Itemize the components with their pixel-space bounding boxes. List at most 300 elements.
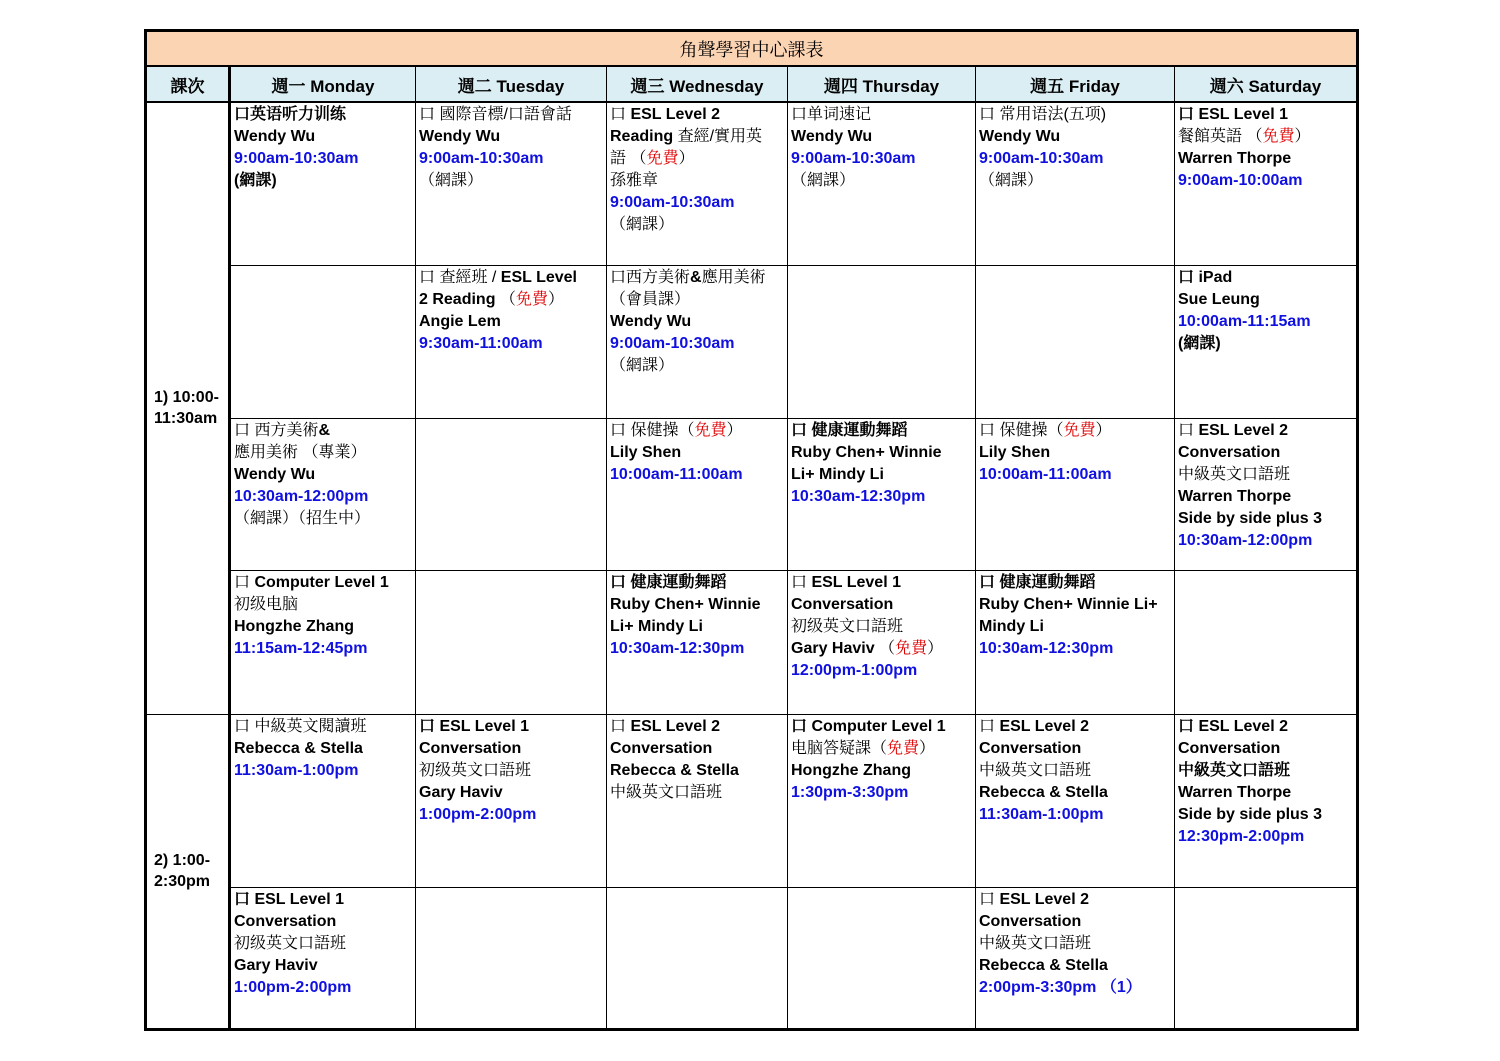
class-detail-line <box>234 508 413 530</box>
text-run: 口 查經班 / <box>419 268 501 286</box>
text-run: 口 Computer Level 1 <box>791 717 946 735</box>
text-run: ESL Level 2 <box>1198 421 1288 439</box>
class-cell <box>1175 887 1358 1029</box>
class-entry <box>607 419 787 486</box>
class-time: 10:00am-11:00am <box>979 465 1112 483</box>
day-header-wednesday: 週三 Wednesday <box>607 66 788 102</box>
text-run: 口 <box>610 106 631 123</box>
class-entry <box>231 103 415 192</box>
text-run: ESL Level 2 <box>999 717 1089 735</box>
class-title <box>234 572 413 594</box>
text-run: 口 ESL Level 2 <box>1178 717 1288 735</box>
class-cell <box>976 887 1175 1029</box>
text-run: 初级电脑 <box>234 595 299 613</box>
class-detail-line <box>234 464 413 486</box>
text-run: 口 健康運動舞蹈 <box>979 573 1096 591</box>
text-run: 中級英文口語班 <box>610 783 723 801</box>
class-entry <box>231 888 415 999</box>
class-detail-line <box>1178 289 1354 311</box>
text-run: Lily Shen <box>610 443 682 461</box>
text-run: Ruby Chen+ Winnie <box>610 595 761 613</box>
class-detail-line <box>1178 738 1354 760</box>
text-run: ） <box>678 150 695 167</box>
class-cell <box>607 102 788 265</box>
text-run: ） <box>1294 128 1311 145</box>
class-title <box>791 420 973 442</box>
class-title <box>234 716 413 738</box>
text-run: Mindy Li <box>979 617 1044 635</box>
text-run: Side by side plus 3 <box>1178 509 1323 527</box>
text-run: Hongzhe Zhang <box>791 761 911 779</box>
text-run: 口 ESL Level 1 <box>1178 106 1288 123</box>
class-detail-line <box>234 977 413 999</box>
text-run: （網課） <box>979 172 1044 189</box>
text-run: Side by side plus 3 <box>1178 805 1323 823</box>
class-title <box>234 104 413 126</box>
class-entry <box>416 103 606 192</box>
text-run: 口 <box>979 717 1000 735</box>
text-run: （ <box>495 290 516 308</box>
class-title <box>234 420 413 442</box>
class-time: 10:30am-12:00pm <box>234 487 369 505</box>
class-detail-line <box>791 616 973 638</box>
class-entry <box>1175 103 1356 192</box>
class-cell <box>416 265 607 418</box>
class-detail-line <box>234 616 413 638</box>
class-cell <box>416 570 607 714</box>
class-entry <box>607 103 787 236</box>
class-entry <box>976 888 1174 999</box>
class-cell <box>1175 102 1358 265</box>
class-detail-line <box>1178 442 1354 464</box>
class-detail-line <box>610 638 785 660</box>
class-detail-line <box>610 464 785 486</box>
text-run: Computer Level 1 <box>254 573 389 591</box>
class-detail-line <box>419 148 604 170</box>
text-run: 孫雅章 <box>610 172 659 189</box>
text-run: 口 中級英文閱讀班 <box>234 717 367 735</box>
table-row <box>146 102 1358 265</box>
class-detail-line <box>610 760 785 782</box>
free-label: 免費 <box>887 739 920 757</box>
class-detail-line <box>979 148 1172 170</box>
class-detail-line <box>419 170 604 192</box>
class-detail-line <box>419 760 604 782</box>
class-entry <box>607 715 787 804</box>
text-run: Conversation <box>610 739 713 757</box>
class-entry <box>416 715 606 826</box>
text-run: ） <box>1095 421 1112 439</box>
class-entry <box>231 715 415 782</box>
class-detail-line <box>234 148 413 170</box>
text-run: Wendy Wu <box>610 312 692 330</box>
text-run: (網課) <box>234 172 277 189</box>
class-detail-line <box>791 594 973 616</box>
class-entry <box>1175 266 1356 355</box>
class-detail-line <box>791 442 973 464</box>
class-cell <box>230 418 416 570</box>
class-title <box>979 572 1172 594</box>
text-run: Rebecca & Stella <box>610 761 739 779</box>
free-label: 免費 <box>694 421 727 439</box>
class-cell <box>976 265 1175 418</box>
class-title <box>610 716 785 738</box>
free-label: 免費 <box>1262 128 1295 145</box>
class-time: 9:00am-10:30am <box>610 334 735 352</box>
text-run: 2 Reading <box>419 290 496 308</box>
class-time: 10:30am-12:30pm <box>610 639 745 657</box>
class-detail-line <box>234 170 413 192</box>
text-run: Sue Leung <box>1178 290 1260 308</box>
text-run: 中級英文口語班 <box>979 934 1092 952</box>
class-time: 12:00pm-1:00pm <box>791 661 918 679</box>
class-detail-line <box>610 333 785 355</box>
class-detail-line <box>1178 126 1354 148</box>
text-run: 口 保健操（ <box>610 421 695 439</box>
class-title <box>610 267 785 289</box>
class-title <box>1178 420 1354 442</box>
text-run: Conversation <box>791 595 894 613</box>
class-time: 11:30am-1:00pm <box>234 761 359 779</box>
text-run: Rebecca & Stella <box>979 956 1108 974</box>
day-header-monday: 週一 Monday <box>230 66 416 102</box>
class-detail-line <box>791 760 973 782</box>
text-run: Wendy Wu <box>234 128 316 145</box>
text-run: 初级英文口語班 <box>234 934 347 952</box>
class-title <box>791 104 973 126</box>
text-run: （網課） <box>610 216 675 233</box>
text-run: Gary Haviv <box>791 639 875 657</box>
class-time: 12:30pm-2:00pm <box>1178 827 1305 845</box>
text-run: 語 （ <box>610 150 647 167</box>
class-detail-line <box>610 738 785 760</box>
class-detail-line <box>419 126 604 148</box>
class-time: 10:00am-11:15am <box>1178 312 1311 330</box>
class-cell <box>1175 714 1358 887</box>
day-header-saturday: 週六 Saturday <box>1175 66 1358 102</box>
class-detail-line <box>234 738 413 760</box>
class-cell <box>788 265 976 418</box>
text-run: Lily Shen <box>979 443 1051 461</box>
text-run: Reading <box>610 128 678 145</box>
class-detail-line <box>234 442 413 464</box>
header-row <box>146 66 1358 102</box>
text-run: 中級英文口語班 <box>1178 465 1291 483</box>
text-run: （網課） <box>419 172 484 189</box>
class-entry <box>607 266 787 377</box>
class-time: 9:00am-10:30am <box>791 150 916 167</box>
class-time: 9:00am-10:30am <box>419 150 544 167</box>
text-run: 口 健康運動舞蹈 <box>610 573 727 591</box>
class-cell <box>788 887 976 1029</box>
class-detail-line <box>234 486 413 508</box>
text-run: （會員課） <box>610 290 691 308</box>
class-detail-line <box>979 955 1172 977</box>
text-run: Rebecca & Stella <box>234 739 363 757</box>
class-title <box>1178 267 1354 289</box>
text-run: （網課）（招生中） <box>234 509 371 527</box>
class-detail-line <box>610 192 785 214</box>
class-time: 9:30am-11:00am <box>419 334 543 352</box>
class-detail-line <box>1178 508 1354 530</box>
class-cell <box>607 714 788 887</box>
class-detail-line <box>234 638 413 660</box>
free-label: 免費 <box>1063 421 1096 439</box>
text-run: Gary Haviv <box>419 783 503 801</box>
class-detail-line <box>234 933 413 955</box>
text-run: ESL Level 2 <box>630 106 720 123</box>
text-run: 口 西方美術 <box>234 421 319 439</box>
class-title <box>419 267 604 289</box>
text-run: Conversation <box>979 739 1082 757</box>
class-detail-line <box>234 126 413 148</box>
class-detail-line <box>1178 486 1354 508</box>
text-run: （ <box>874 639 896 657</box>
class-detail-line <box>979 442 1172 464</box>
text-run: ） <box>726 421 743 439</box>
class-cell <box>1175 418 1358 570</box>
text-run: 口 國際音標/口語會話 <box>419 106 572 123</box>
class-title <box>610 420 785 442</box>
class-title <box>419 716 604 738</box>
class-title <box>234 889 413 911</box>
text-run: ） <box>547 290 564 308</box>
text-run: Conversation <box>1178 739 1281 757</box>
day-header-thursday: 週四 Thursday <box>788 66 976 102</box>
class-detail-line <box>791 486 973 508</box>
text-run: Wendy Wu <box>979 128 1061 145</box>
class-entry <box>976 103 1174 192</box>
class-detail-line <box>610 442 785 464</box>
text-run: 應用美術 （專業） <box>234 443 367 461</box>
class-cell <box>230 714 416 887</box>
class-cell <box>416 887 607 1029</box>
text-run: Wendy Wu <box>791 128 873 145</box>
class-title <box>610 572 785 594</box>
text-run: 餐館英語 （ <box>1178 128 1263 145</box>
class-detail-line <box>1178 311 1354 333</box>
class-detail-line <box>419 333 604 355</box>
class-cell <box>1175 570 1358 714</box>
text-run: 口 <box>234 573 255 591</box>
free-label: 免費 <box>515 290 548 308</box>
class-detail-line <box>1178 782 1354 804</box>
class-entry <box>788 715 975 804</box>
class-title <box>979 889 1172 911</box>
text-run: 口 <box>979 890 1000 908</box>
table-row <box>146 570 1358 714</box>
class-detail-line <box>610 616 785 638</box>
text-run: 口 iPad <box>1178 268 1233 286</box>
free-label: 免費 <box>646 150 679 167</box>
class-time: 2:00pm-3:30pm <box>979 978 1097 996</box>
class-cell <box>416 418 607 570</box>
class-detail-line <box>791 638 973 660</box>
text-run: Warren Thorpe <box>1178 487 1292 505</box>
text-run: Ruby Chen+ Winnie Li+ <box>979 595 1158 613</box>
class-title <box>419 104 604 126</box>
class-detail-line <box>979 638 1172 660</box>
class-entry <box>607 571 787 660</box>
class-detail-line <box>234 760 413 782</box>
text-run: ） <box>927 639 944 657</box>
text-run: Rebecca & Stella <box>979 783 1108 801</box>
class-detail-line <box>1178 530 1354 552</box>
text-run: 中級英文口語班 <box>979 761 1092 779</box>
class-detail-line <box>234 594 413 616</box>
class-entry <box>788 571 975 682</box>
class-detail-line <box>610 594 785 616</box>
text-run: 口 健康運動舞蹈 <box>791 421 908 439</box>
class-detail-line <box>791 660 973 682</box>
text-run: 應用美術 <box>701 268 766 286</box>
class-detail-line <box>791 738 973 760</box>
class-detail-line <box>791 782 973 804</box>
text-run: 口 <box>610 717 631 735</box>
class-time: 1:00pm-2:00pm <box>234 978 352 996</box>
class-detail-line <box>234 955 413 977</box>
class-time: 1:00pm-2:00pm <box>419 805 537 823</box>
text-run: 查經/實用英 <box>677 128 763 145</box>
class-detail-line <box>610 782 785 804</box>
class-cell <box>1175 265 1358 418</box>
class-time: 9:00am-10:00am <box>1178 172 1303 189</box>
class-detail-line <box>979 911 1172 933</box>
class-entry <box>788 419 975 508</box>
class-detail-line <box>979 126 1172 148</box>
text-run: 电脑答疑課（ <box>791 739 888 757</box>
text-run: 初级英文口語班 <box>791 617 904 635</box>
text-run: Warren Thorpe <box>1178 783 1292 801</box>
text-run: Conversation <box>234 912 337 930</box>
class-detail-line <box>979 170 1172 192</box>
text-run: ESL Level 2 <box>630 717 720 735</box>
class-title <box>610 104 785 126</box>
text-run: (網課) <box>1178 334 1221 352</box>
text-run: Ruby Chen+ Winnie <box>791 443 942 461</box>
table-row <box>146 265 1358 418</box>
text-run: 口 ESL Level 1 <box>234 890 344 908</box>
text-run: & <box>690 268 702 286</box>
class-detail-line <box>979 804 1172 826</box>
class-cell <box>416 102 607 265</box>
text-run: 口 <box>791 573 812 591</box>
text-run: ） <box>919 739 936 757</box>
class-cell <box>230 102 416 265</box>
text-run: Li+ Mindy Li <box>610 617 703 635</box>
class-entry <box>976 715 1174 826</box>
class-detail-line <box>610 355 785 377</box>
free-label: 免費 <box>895 639 928 657</box>
class-entry <box>231 571 415 660</box>
class-cell <box>230 887 416 1029</box>
class-entry <box>231 419 415 530</box>
class-cell <box>607 887 788 1029</box>
table-row <box>146 887 1358 1029</box>
text-run: Li+ Mindy Li <box>791 465 884 483</box>
class-entry <box>1175 715 1356 848</box>
class-time: 9:00am-10:30am <box>979 150 1104 167</box>
text-run: 口单词速记 <box>791 106 872 123</box>
class-cell <box>607 418 788 570</box>
class-time: （1） <box>1096 978 1142 996</box>
class-cell <box>230 265 416 418</box>
class-cell <box>976 102 1175 265</box>
class-detail-line <box>1178 148 1354 170</box>
text-run: Conversation <box>1178 443 1281 461</box>
class-detail-line <box>1178 333 1354 355</box>
class-detail-line <box>791 148 973 170</box>
text-run: 口 常用语法(五项) <box>979 106 1107 123</box>
class-detail-line <box>610 170 785 192</box>
class-title <box>979 716 1172 738</box>
text-run: 中級英文口語班 <box>1178 761 1291 779</box>
class-cell <box>976 418 1175 570</box>
class-detail-line <box>419 782 604 804</box>
class-time: 9:00am-10:30am <box>234 150 359 167</box>
class-entry <box>976 571 1174 660</box>
class-title <box>1178 104 1354 126</box>
class-cell <box>788 714 976 887</box>
class-entry <box>1175 419 1356 552</box>
class-entry <box>788 103 975 192</box>
slot-label-2: 2) 1:00-2:30pm <box>146 714 230 1029</box>
class-detail-line <box>791 126 973 148</box>
class-cell <box>230 570 416 714</box>
text-run: （網課） <box>610 356 675 374</box>
class-detail-line <box>610 289 785 311</box>
class-cell <box>607 265 788 418</box>
class-title <box>791 716 973 738</box>
text-run: 口 <box>1178 421 1199 439</box>
class-detail-line <box>419 804 604 826</box>
class-detail-line <box>1178 804 1354 826</box>
text-run: ESL Level <box>500 268 577 286</box>
text-run: Wendy Wu <box>234 465 316 483</box>
class-detail-line <box>979 760 1172 782</box>
table-row <box>146 418 1358 570</box>
class-time: 11:15am-12:45pm <box>234 639 368 657</box>
class-detail-line <box>610 126 785 148</box>
class-time: 10:30am-12:30pm <box>979 639 1114 657</box>
text-run: （網課） <box>791 172 856 189</box>
class-detail-line <box>610 311 785 333</box>
class-cell <box>607 570 788 714</box>
text-run: Angie Lem <box>419 312 501 330</box>
class-detail-line <box>1178 464 1354 486</box>
class-entry <box>976 419 1174 486</box>
class-detail-line <box>979 738 1172 760</box>
class-detail-line <box>419 311 604 333</box>
class-detail-line <box>610 148 785 170</box>
class-detail-line <box>234 911 413 933</box>
class-detail-line <box>610 214 785 236</box>
class-cell <box>976 570 1175 714</box>
class-detail-line <box>979 594 1172 616</box>
text-run: 初级英文口語班 <box>419 761 532 779</box>
text-run: ESL Level 2 <box>999 890 1089 908</box>
text-run: 口 保健操（ <box>979 421 1064 439</box>
text-run: Gary Haviv <box>234 956 318 974</box>
class-detail-line <box>1178 760 1354 782</box>
class-title <box>1178 716 1354 738</box>
class-detail-line <box>979 977 1172 999</box>
slot-column-header: 課次 <box>146 66 230 102</box>
class-cell <box>416 714 607 887</box>
class-cell <box>788 418 976 570</box>
class-time: 10:30am-12:30pm <box>791 487 926 505</box>
class-time: 11:30am-1:00pm <box>979 805 1104 823</box>
